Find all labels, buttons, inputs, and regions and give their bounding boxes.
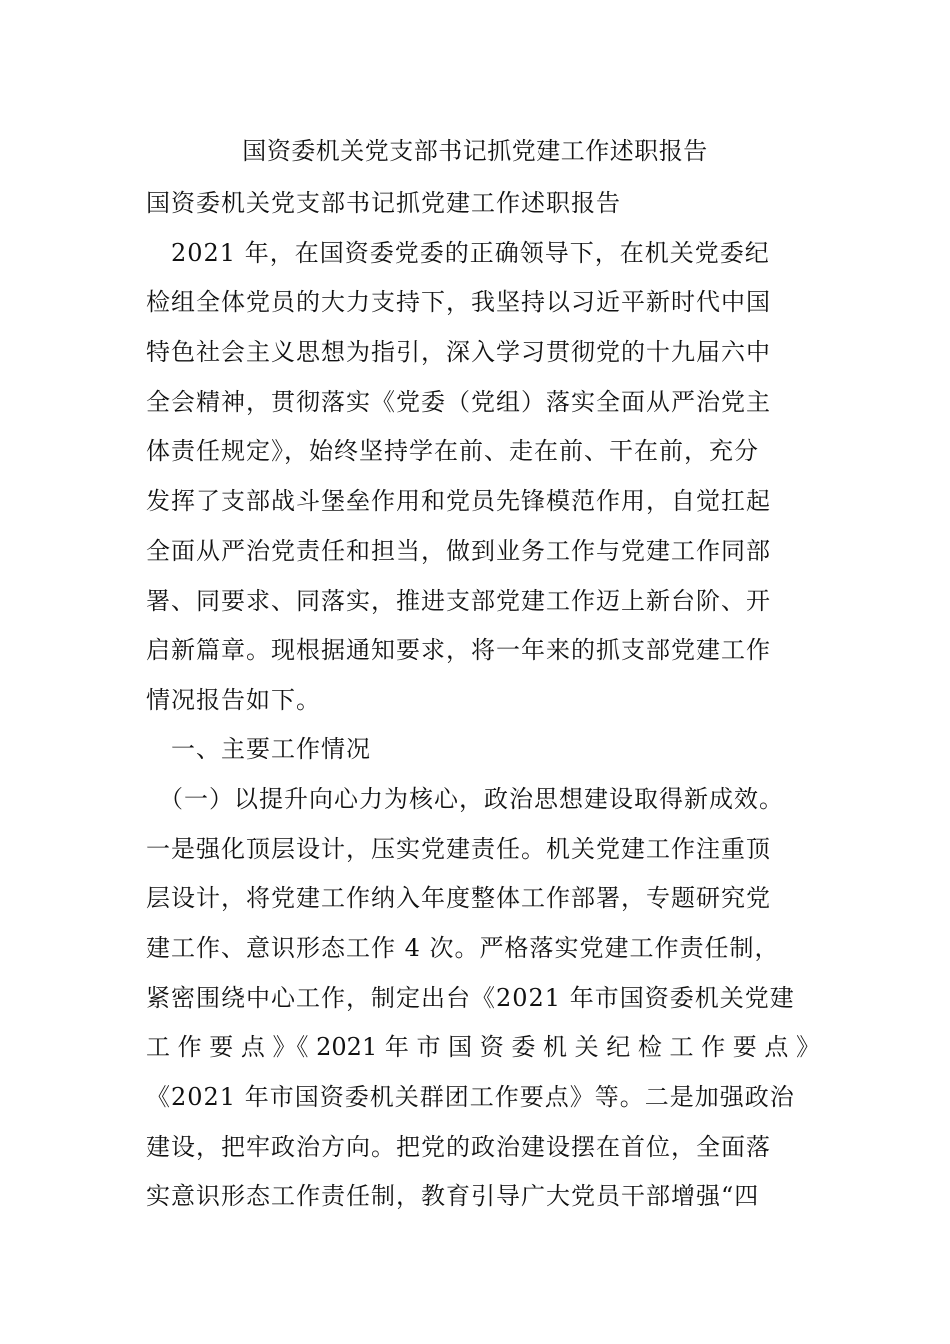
paragraph-line: 检组全体党员的大力支持下，我坚持以习近平新时代中国	[146, 288, 771, 316]
paragraph-line: 一是强化顶层设计，压实党建责任。机关党建工作注重顶	[146, 835, 771, 863]
section-heading: 一、主要工作情况	[146, 735, 371, 763]
paragraph-line: 建工作、意识形态工作 4 次。严格落实党建工作责任制，	[146, 934, 780, 962]
paragraph-line: 实意识形态工作责任制，教育引导广大党员干部增强“四	[146, 1182, 760, 1210]
paragraph-line: 启新篇章。现根据通知要求，将一年来的抓支部党建工作	[146, 636, 771, 664]
paragraph-line: 署、同要求、同落实，推进支部党建工作迈上新台阶、开	[146, 587, 771, 615]
paragraph-line: 工 作 要 点 》《 2021 年 市 国 资 委 机 关 纪 检 工 作 要 点 》	[146, 1033, 821, 1061]
paragraph-line: 《2021 年市国资委机关群团工作要点》等。二是加强政治	[146, 1083, 795, 1111]
paragraph-line: 情况报告如下。	[146, 686, 321, 714]
paragraph-line: 全会精神，贯彻落实《党委（党组）落实全面从严治党主	[146, 388, 771, 416]
paragraph-line: 特色社会主义思想为指引，深入学习贯彻党的十九届六中	[146, 338, 771, 366]
paragraph-line: 紧密围绕中心工作，制定出台《2021 年市国资委机关党建	[146, 984, 795, 1012]
paragraph-line: 建设，把牢政治方向。把党的政治建设摆在首位，全面落	[146, 1133, 771, 1161]
document-title: 国资委机关党支部书记抓党建工作述职报告	[242, 137, 708, 165]
paragraph-line: 全面从严治党责任和担当，做到业务工作与党建工作同部	[146, 537, 771, 565]
subtitle-line: 国资委机关党支部书记抓党建工作述职报告	[146, 189, 621, 217]
paragraph-line: 2021 年，在国资委党委的正确领导下，在机关党委纪	[146, 239, 770, 267]
paragraph-line: 体责任规定》，始终坚持学在前、走在前、干在前，充分	[146, 437, 759, 465]
paragraph-line: 发挥了支部战斗堡垒作用和党员先锋模范作用，自觉扛起	[146, 487, 771, 515]
paragraph-line: 层设计，将党建工作纳入年度整体工作部署，专题研究党	[146, 884, 771, 912]
subsection-heading: （一）以提升向心力为核心，政治思想建设取得新成效。	[146, 785, 784, 813]
